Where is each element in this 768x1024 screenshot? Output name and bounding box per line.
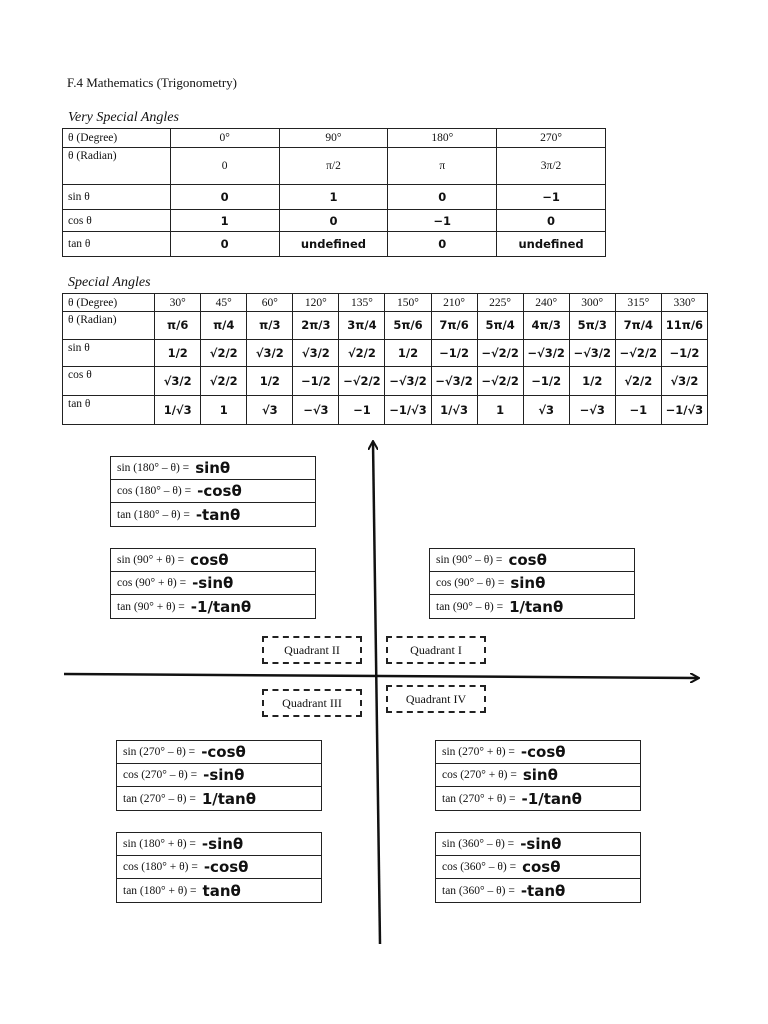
row-label: cos θ xyxy=(63,367,155,396)
identity-answer: -sinθ xyxy=(192,574,234,592)
sin-cell: √2/2 xyxy=(339,340,385,367)
row-label: sin θ xyxy=(63,340,155,367)
radian-cell: π/6 xyxy=(155,312,201,340)
row-label: θ (Degree) xyxy=(63,294,155,312)
radian-cell: π/2 xyxy=(279,148,388,185)
identity-row xyxy=(436,787,640,810)
cos-cell: −1 xyxy=(388,210,497,232)
radian-cell: 3π/2 xyxy=(497,148,606,185)
identity-question: sin (270° – θ) = xyxy=(123,746,196,758)
identity-box-180-plus xyxy=(116,832,322,903)
identity-box-180-minus xyxy=(110,456,316,527)
radian-cell: π xyxy=(388,148,497,185)
sin-cell: 0 xyxy=(388,185,497,210)
tan-cell: −√3 xyxy=(293,396,339,425)
sin-cell: √2/2 xyxy=(201,340,247,367)
sin-cell: −1/2 xyxy=(661,340,707,367)
degree-cell: 225° xyxy=(477,294,523,312)
quadrant-iv-label: Quadrant IV xyxy=(386,685,486,713)
identity-question: cos (90° + θ) = xyxy=(117,577,187,589)
identity-question: tan (270° – θ) = xyxy=(123,792,196,805)
identity-row xyxy=(117,787,321,810)
cos-cell: 1/2 xyxy=(247,367,293,396)
cos-cell: √2/2 xyxy=(201,367,247,396)
degree-cell: 60° xyxy=(247,294,293,312)
identity-answer: -cosθ xyxy=(520,743,566,761)
radian-cell: 5π/4 xyxy=(477,312,523,340)
cos-cell: −√2/2 xyxy=(477,367,523,396)
sin-cell: √3/2 xyxy=(247,340,293,367)
radian-cell: π/3 xyxy=(247,312,293,340)
identity-answer: -sinθ xyxy=(520,835,562,853)
identity-answer: tanθ xyxy=(202,881,241,900)
tan-cell: −1/√3 xyxy=(661,396,707,425)
radian-cell: 11π/6 xyxy=(661,312,707,340)
identity-answer: cosθ xyxy=(508,551,547,569)
degree-cell: 135° xyxy=(339,294,385,312)
document-title: F.4 Mathematics (Trigonometry) xyxy=(67,75,237,90)
identity-row xyxy=(117,741,321,764)
tan-cell: 1 xyxy=(201,396,247,425)
radian-cell: 3π/4 xyxy=(339,312,385,340)
identity-question: cos (180° – θ) = xyxy=(117,485,192,497)
identity-answer: -cosθ xyxy=(201,743,246,761)
sin-cell: −√2/2 xyxy=(477,340,523,367)
radian-cell: 2π/3 xyxy=(293,312,339,340)
identity-row xyxy=(436,879,640,902)
identity-answer: -sinθ xyxy=(203,766,245,784)
identity-question: sin (180° – θ) = xyxy=(117,462,190,474)
tan-cell: −1/√3 xyxy=(385,396,431,425)
identity-row xyxy=(111,549,315,572)
radian-cell: 7π/4 xyxy=(615,312,661,340)
identity-question: tan (180° + θ) = xyxy=(123,884,197,897)
identity-row xyxy=(436,833,640,856)
degree-cell: 120° xyxy=(293,294,339,312)
radian-cell: 5π/3 xyxy=(569,312,615,340)
y-axis xyxy=(373,442,380,944)
radian-cell: 0 xyxy=(170,148,279,185)
degree-cell: 45° xyxy=(201,294,247,312)
identity-box-270-minus xyxy=(116,740,322,811)
identity-row xyxy=(117,856,321,879)
tan-cell: −1 xyxy=(615,396,661,425)
tan-cell: 1/√3 xyxy=(155,396,201,425)
identity-answer: -tanθ xyxy=(195,505,241,524)
row-label: θ (Radian) xyxy=(63,312,155,340)
radian-cell: 4π/3 xyxy=(523,312,569,340)
cos-cell: 0 xyxy=(279,210,388,232)
cos-cell: 1 xyxy=(170,210,279,232)
degree-cell: 210° xyxy=(431,294,477,312)
identity-answer: sinθ xyxy=(195,459,231,477)
degree-cell: 0° xyxy=(170,129,279,148)
identity-row xyxy=(111,595,315,618)
identity-row xyxy=(117,764,321,787)
identity-question: sin (360° – θ) = xyxy=(442,838,515,850)
sin-cell: 1/2 xyxy=(155,340,201,367)
identity-row xyxy=(430,595,634,618)
tan-cell: 1 xyxy=(477,396,523,425)
sin-cell: −√2/2 xyxy=(615,340,661,367)
identity-question: cos (360° – θ) = xyxy=(442,861,517,873)
identity-row xyxy=(436,741,640,764)
identity-question: tan (180° – θ) = xyxy=(117,508,190,521)
identity-question: sin (270° + θ) = xyxy=(442,746,515,758)
identity-row xyxy=(117,833,321,856)
radian-cell: 5π/6 xyxy=(385,312,431,340)
identity-answer: -1/tanθ xyxy=(190,597,252,616)
cos-cell: 1/2 xyxy=(569,367,615,396)
quadrant-i-label: Quadrant I xyxy=(386,636,486,664)
identity-question: cos (180° + θ) = xyxy=(123,861,198,873)
identity-question: sin (180° + θ) = xyxy=(123,838,196,850)
tan-cell: √3 xyxy=(523,396,569,425)
identity-answer: -tanθ xyxy=(520,881,566,900)
sin-cell: −1 xyxy=(497,185,606,210)
degree-cell: 240° xyxy=(523,294,569,312)
sin-cell: −√3/2 xyxy=(523,340,569,367)
identity-row xyxy=(111,503,315,526)
degree-cell: 300° xyxy=(569,294,615,312)
identity-box-360-minus xyxy=(435,832,641,903)
sin-cell: −√3/2 xyxy=(569,340,615,367)
identity-row xyxy=(111,457,315,480)
tan-cell: 1/√3 xyxy=(431,396,477,425)
identity-answer: -cosθ xyxy=(197,482,242,500)
degree-cell: 270° xyxy=(497,129,606,148)
row-label: θ (Radian) xyxy=(63,148,171,185)
tan-cell: √3 xyxy=(247,396,293,425)
identity-answer: cosθ xyxy=(190,551,229,569)
cos-cell: −1/2 xyxy=(293,367,339,396)
identity-answer: sinθ xyxy=(522,766,558,784)
tan-cell: undefined xyxy=(279,232,388,257)
identity-answer: cosθ xyxy=(522,858,561,876)
identity-question: sin (90° – θ) = xyxy=(436,554,503,566)
identity-answer: -sinθ xyxy=(201,835,244,853)
identity-row xyxy=(430,572,634,595)
identity-row xyxy=(436,856,640,879)
identity-row xyxy=(436,764,640,787)
radian-cell: π/4 xyxy=(201,312,247,340)
identity-answer: 1/tanθ xyxy=(201,789,257,808)
cos-cell: √2/2 xyxy=(615,367,661,396)
tan-cell: undefined xyxy=(497,232,606,257)
identity-question: cos (270° + θ) = xyxy=(442,769,517,781)
identity-question: cos (270° – θ) = xyxy=(123,769,198,781)
row-label: θ (Degree) xyxy=(63,129,171,148)
tan-cell: −1 xyxy=(339,396,385,425)
cos-cell: √3/2 xyxy=(155,367,201,396)
tan-cell: −√3 xyxy=(569,396,615,425)
identity-row xyxy=(111,480,315,503)
identity-row xyxy=(117,879,321,902)
identity-answer: -1/tanθ xyxy=(521,789,582,808)
identity-question: tan (90° + θ) = xyxy=(117,600,185,613)
cos-cell: −√2/2 xyxy=(339,367,385,396)
sin-cell: 0 xyxy=(170,185,279,210)
radian-cell: 7π/6 xyxy=(431,312,477,340)
quadrant-ii-label: Quadrant II xyxy=(262,636,362,664)
quadrant-iii-label: Quadrant III xyxy=(262,689,362,717)
tan-cell: 0 xyxy=(170,232,279,257)
identity-question: cos (90° – θ) = xyxy=(436,577,505,589)
row-label: cos θ xyxy=(63,210,171,232)
degree-cell: 150° xyxy=(385,294,431,312)
degree-cell: 30° xyxy=(155,294,201,312)
identity-question: sin (90° + θ) = xyxy=(117,554,185,566)
degree-cell: 315° xyxy=(615,294,661,312)
identity-box-270-plus xyxy=(435,740,641,811)
row-label: tan θ xyxy=(63,232,171,257)
x-axis xyxy=(64,674,698,678)
cos-cell: 0 xyxy=(497,210,606,232)
identity-answer: sinθ xyxy=(510,574,546,592)
cos-cell: −√3/2 xyxy=(431,367,477,396)
degree-cell: 180° xyxy=(388,129,497,148)
degree-cell: 330° xyxy=(661,294,707,312)
identity-question: tan (270° + θ) = xyxy=(442,792,516,805)
very-special-angles-title: Very Special Angles xyxy=(68,110,179,125)
sin-cell: 1/2 xyxy=(385,340,431,367)
sin-cell: 1 xyxy=(279,185,388,210)
tan-cell: 0 xyxy=(388,232,497,257)
identity-answer: -cosθ xyxy=(203,858,249,876)
cos-cell: −1/2 xyxy=(523,367,569,396)
identity-box-90-plus xyxy=(110,548,316,619)
identity-question: tan (90° – θ) = xyxy=(436,600,504,613)
cos-cell: −√3/2 xyxy=(385,367,431,396)
special-angles-title: Special Angles xyxy=(68,275,151,290)
identity-answer: 1/tanθ xyxy=(509,597,564,616)
identity-row xyxy=(430,549,634,572)
row-label: tan θ xyxy=(63,396,155,425)
degree-cell: 90° xyxy=(279,129,388,148)
cos-cell: √3/2 xyxy=(661,367,707,396)
identity-box-90-minus xyxy=(429,548,635,619)
sin-cell: √3/2 xyxy=(293,340,339,367)
identity-question: tan (360° – θ) = xyxy=(442,884,515,897)
row-label: sin θ xyxy=(63,185,171,210)
identity-row xyxy=(111,572,315,595)
sin-cell: −1/2 xyxy=(431,340,477,367)
